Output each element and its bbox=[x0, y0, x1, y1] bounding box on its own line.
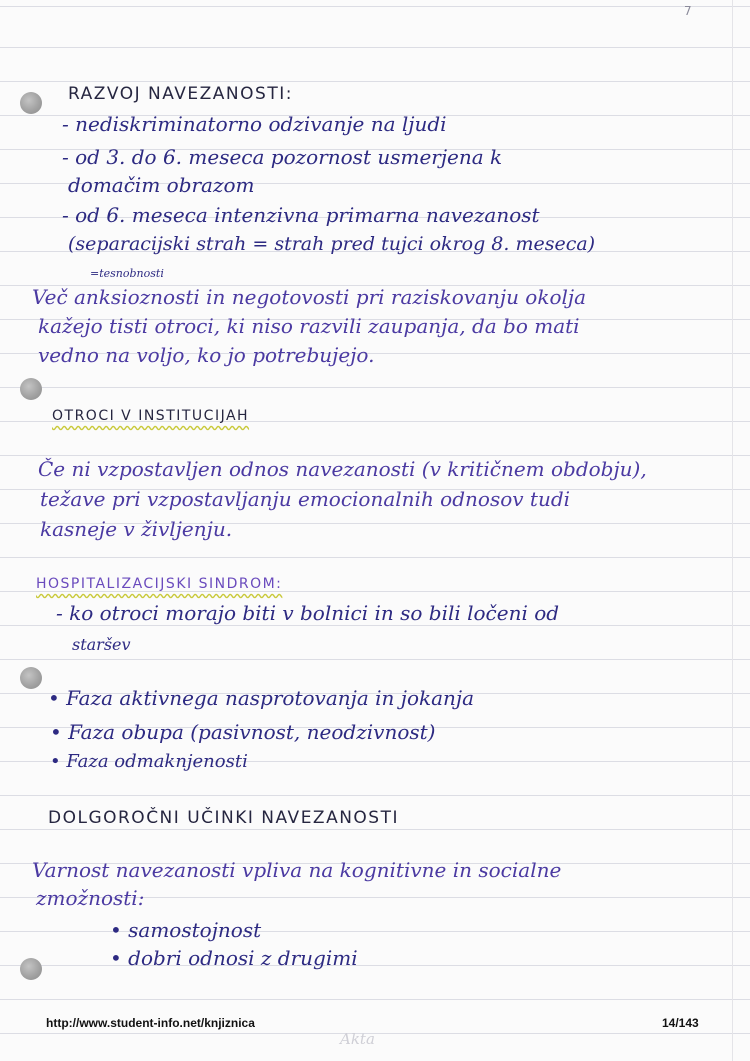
paragraph-line: zmožnosti: bbox=[36, 886, 145, 910]
list-item: • samostojnost bbox=[110, 918, 262, 942]
paragraph-line: Več anksioznosti in negotovosti pri raziskovanju okolja bbox=[32, 285, 587, 309]
akta-logo: Akta bbox=[340, 1030, 375, 1048]
page-number: 7 bbox=[684, 4, 692, 18]
bullet-line: staršev bbox=[72, 635, 131, 654]
bullet-line: domačim obrazom bbox=[68, 173, 255, 197]
bullet-line: (separacijski strah = strah pred tujci okrog 8. meseca) bbox=[68, 233, 596, 255]
annotation-tesnobnosti: =tesnobnosti bbox=[90, 267, 164, 280]
paragraph-line: kasneje v življenju. bbox=[40, 517, 233, 541]
footer-page-count: 14/143 bbox=[662, 1016, 699, 1030]
heading-razvoj-navezanosti: RAZVOJ NAVEZANOSTI: bbox=[68, 84, 293, 104]
footer-url: http://www.student-info.net/knjiznica bbox=[46, 1016, 255, 1030]
punch-hole bbox=[20, 958, 42, 980]
bullet-line: - nediskriminatorno odzivanje na ljudi bbox=[62, 112, 447, 136]
punch-hole bbox=[20, 92, 42, 114]
heading-hospitalizacijski-sindrom: HOSPITALIZACIJSKI SINDROM: bbox=[36, 576, 283, 592]
bullet-line: - od 6. meseca intenzivna primarna navezanost bbox=[62, 203, 540, 227]
bullet-line: - ko otroci morajo biti v bolnici in so bili ločeni od bbox=[56, 601, 560, 625]
paragraph-line: Če ni vzpostavljen odnos navezanosti (v kritičnem obdobju), bbox=[38, 457, 647, 481]
paragraph-line: Varnost navezanosti vpliva na kognitivne in socialne bbox=[32, 858, 562, 882]
phase-item: • Faza aktivnega nasprotovanja in jokanja bbox=[48, 686, 475, 710]
list-item: • dobri odnosi z drugimi bbox=[110, 946, 358, 970]
paragraph-line: kažejo tisti otroci, ki niso razvili zaupanja, da bo mati bbox=[38, 314, 580, 338]
margin-line bbox=[732, 0, 733, 1061]
punch-hole bbox=[20, 667, 42, 689]
paragraph-line: težave pri vzpostavljanju emocionalnih odnosov tudi bbox=[40, 487, 571, 511]
punch-hole bbox=[20, 378, 42, 400]
phase-item: • Faza obupa (pasivnost, neodzivnost) bbox=[50, 720, 436, 744]
bullet-line: - od 3. do 6. meseca pozornost usmerjena k bbox=[62, 145, 503, 169]
heading-otroci-v-institucijah: OTROCI V INSTITUCIJAH bbox=[52, 408, 250, 424]
paragraph-line: vedno na voljo, ko jo potrebujejo. bbox=[38, 343, 375, 367]
heading-dolgorocni-ucinki: DOLGOROČNI UČINKI NAVEZANOSTI bbox=[48, 808, 399, 828]
phase-item: • Faza odmaknjenosti bbox=[50, 751, 248, 772]
